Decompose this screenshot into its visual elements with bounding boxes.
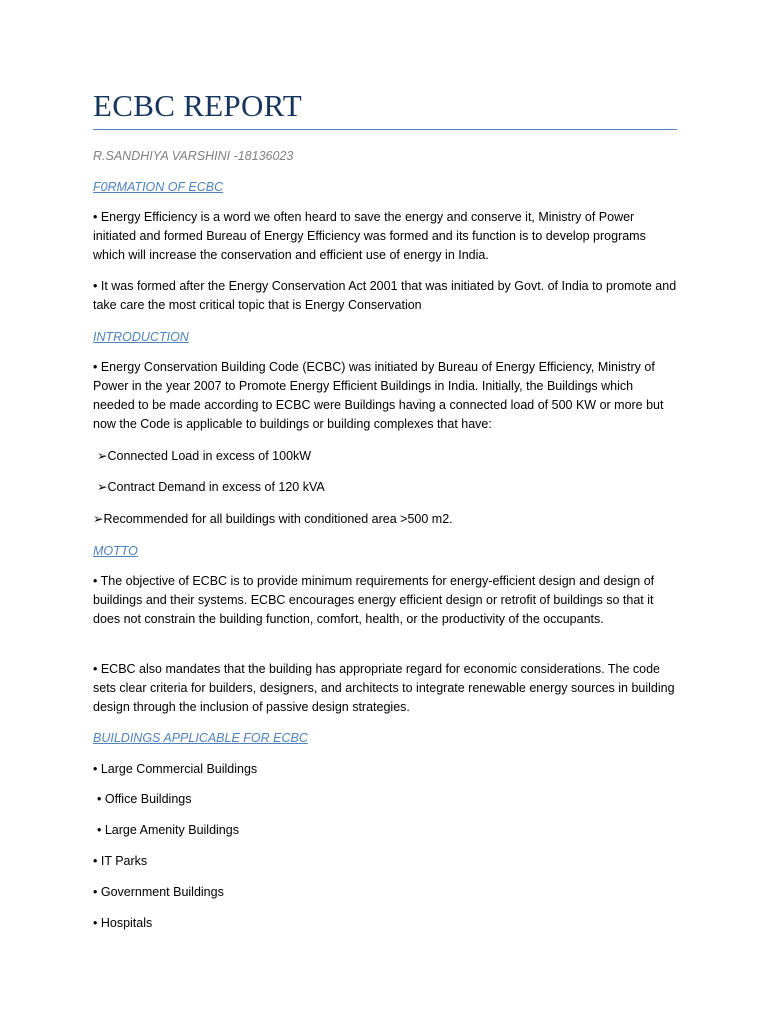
heading-formation: F0RMATION OF ECBC	[93, 180, 224, 194]
motto-paragraph-2: • ECBC also mandates that the building has appropriate regard for economic considerations. The code sets clear criteria for builders, designers, and architects to integrate renewable energy sources in building design through the inclusion of passive design strategies.	[93, 662, 675, 714]
introduction-item: ➢Connected Load in excess of 100kW	[97, 449, 312, 463]
author-line: R.SANDHIYA VARSHINI -18136023	[93, 149, 294, 163]
introduction-item: ➢Recommended for all buildings with conditioned area >500 m2.	[93, 512, 453, 526]
building-list-item: • Large Commercial Buildings	[93, 762, 258, 776]
building-list-item: • Government Buildings	[93, 885, 224, 899]
title-underline	[93, 129, 677, 130]
building-list-item: • Hospitals	[93, 916, 153, 930]
introduction-paragraph-1: • Energy Conservation Building Code (ECBC) was initiated by Bureau of Energy Efficiency, Ministry of Power in the year 2007 to Promote Energy Efficient Buildings in India. Initially, the Buildings which needed to be made according to ECBC were Buildings having a connected load of 500 KW or more but now the Code is applicable to buildings or building complexes that have:	[93, 360, 664, 431]
building-list-item: • IT Parks	[93, 854, 148, 868]
introduction-item: ➢Contract Demand in excess of 120 kVA	[97, 480, 325, 494]
building-list-item: • Office Buildings	[97, 792, 192, 806]
building-list-item: • Large Amenity Buildings	[97, 823, 239, 837]
motto-paragraph-1: • The objective of ECBC is to provide minimum requirements for energy-efficient design and design of buildings and their systems. ECBC encourages energy efficient design or retrofit of buildings so that it does not constrain the building function, comfort, health, or the productivity of the occupants.	[93, 574, 655, 626]
heading-introduction: INTRODUCTION	[93, 330, 189, 344]
formation-paragraph-1: • Energy Efficiency is a word we often heard to save the energy and conserve it, Ministry of Power initiated and formed Bureau of Energy Efficiency was formed and its function is to develop programs which will increase the conservation and efficient use of energy in India.	[93, 210, 646, 262]
formation-paragraph-2: • It was formed after the Energy Conservation Act 2001 that was initiated by Govt. of India to promote and take care the most critical topic that is Energy Conservation	[93, 279, 677, 312]
heading-buildings-applicable: BUILDINGS APPLICABLE FOR ECBC	[93, 731, 308, 745]
heading-motto: MOTTO	[93, 544, 138, 558]
document-title: ECBC REPORT	[93, 88, 303, 123]
